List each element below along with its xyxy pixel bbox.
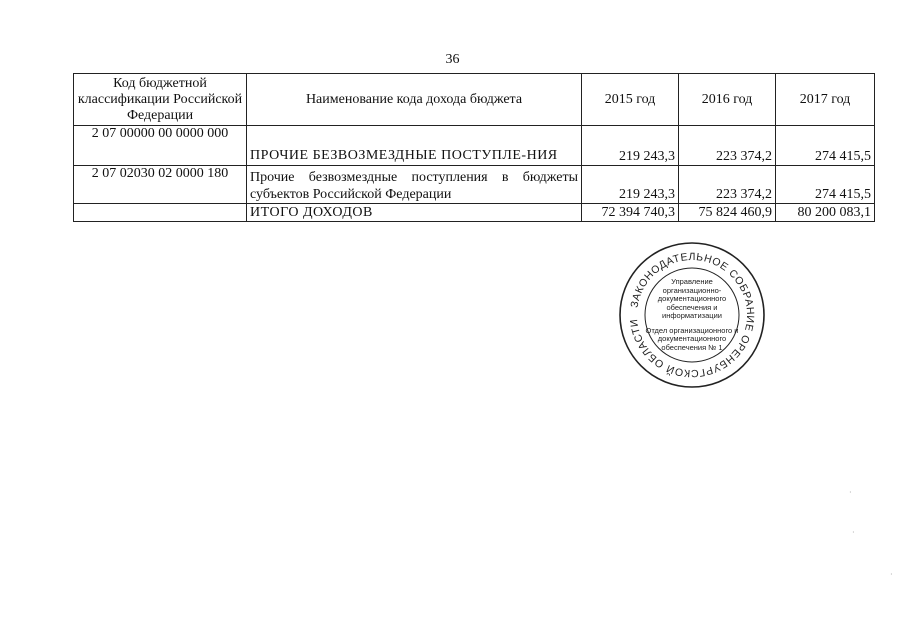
row-name: Прочие безвозмездные поступления в бюджеты субъектов Российской Федерации (247, 166, 582, 204)
scan-speck: · (890, 570, 893, 579)
row-code: 2 07 02030 02 0000 180 (74, 166, 247, 204)
table-row (74, 126, 875, 166)
header-2016: 2016 год (679, 74, 776, 126)
scan-speck: · (852, 528, 855, 537)
row-value-2016: 223 374,2 (679, 126, 776, 166)
row-value-2015: 219 243,3 (582, 126, 679, 166)
total-label: ИТОГО ДОХОДОВ (247, 204, 582, 222)
total-value-2016: 75 824 460,9 (679, 204, 776, 222)
row-name: ПРОЧИЕ БЕЗВОЗМЕЗДНЫЕ ПОСТУПЛЕ-НИЯ (247, 126, 582, 166)
header-2015: 2015 год (582, 74, 679, 126)
seal-inner-text (645, 268, 739, 362)
official-seal (617, 240, 767, 390)
row-code: 2 07 00000 00 0000 000 (74, 126, 247, 166)
page-number: 36 (445, 52, 460, 67)
row-value-2015: 219 243,3 (582, 166, 679, 204)
table-header-row (74, 74, 875, 126)
seal-ring-text: ЗАКОНОДАТЕЛЬНОЕ СОБРАНИЕ ОРЕНБУРГСКОЙ ОБЛАСТИ (628, 250, 757, 380)
header-2017: 2017 год (776, 74, 875, 126)
header-name: Наименование кода дохода бюджета (247, 74, 582, 126)
scan-speck: · (849, 488, 852, 497)
table-row (74, 166, 875, 204)
total-row (74, 204, 875, 222)
row-value-2017: 274 415,5 (776, 166, 875, 204)
row-value-2017: 274 415,5 (776, 126, 875, 166)
total-code-empty (74, 204, 247, 222)
seal-inner-bottom: Отдел организационного и документационного обеспечения № 1 (645, 325, 739, 352)
row-value-2016: 223 374,2 (679, 166, 776, 204)
revenue-table (73, 73, 875, 222)
header-code: Код бюджетной классификации Российской Федерации (74, 74, 247, 126)
seal-inner-top: Управление организационно-документационного обеспечения и информатизации (657, 277, 727, 320)
total-value-2015: 72 394 740,3 (582, 204, 679, 222)
total-value-2017: 80 200 083,1 (776, 204, 875, 222)
